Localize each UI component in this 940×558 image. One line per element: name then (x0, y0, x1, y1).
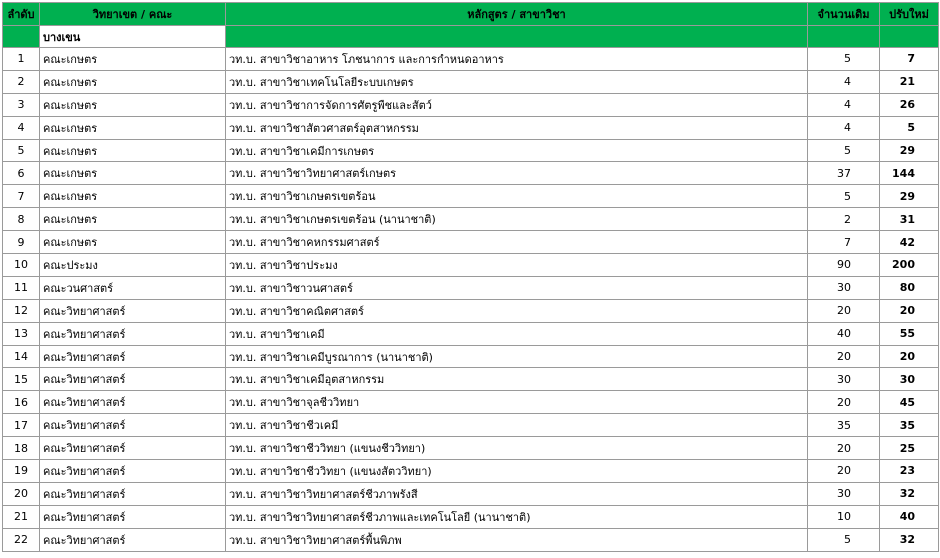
row-number: 19 (3, 460, 40, 483)
row-faculty: คณะเกษตร (40, 70, 226, 93)
row-faculty: คณะวิทยาศาสตร์ (40, 460, 226, 483)
table-row (3, 48, 939, 71)
row-original-count: 20 (808, 391, 880, 414)
row-adjusted-count: 32 (880, 528, 939, 551)
row-program: วท.บ. สาขาวิชาวิทยาศาสตร์ชีวภาพรังสี (226, 482, 808, 505)
table-row (3, 162, 939, 185)
row-number: 18 (3, 437, 40, 460)
row-original-count: 30 (808, 368, 880, 391)
table-row (3, 231, 939, 254)
quota-table (2, 2, 939, 552)
row-original-count: 20 (808, 299, 880, 322)
row-adjusted-count: 20 (880, 345, 939, 368)
row-program: วท.บ. สาขาวิชาจุลชีววิทยา (226, 391, 808, 414)
campus-fill (880, 26, 939, 48)
row-adjusted-count: 7 (880, 48, 939, 71)
row-adjusted-count: 5 (880, 116, 939, 139)
row-faculty: คณะวิทยาศาสตร์ (40, 368, 226, 391)
row-original-count: 4 (808, 70, 880, 93)
row-adjusted-count: 144 (880, 162, 939, 185)
row-number: 7 (3, 185, 40, 208)
row-faculty: คณะวนศาสตร์ (40, 276, 226, 299)
table-row (3, 460, 939, 483)
row-adjusted-count: 55 (880, 322, 939, 345)
row-faculty: คณะเกษตร (40, 48, 226, 71)
row-adjusted-count: 23 (880, 460, 939, 483)
header-adjusted: ปรับใหม่ (880, 3, 939, 26)
row-number: 3 (3, 93, 40, 116)
table-row (3, 299, 939, 322)
row-adjusted-count: 35 (880, 414, 939, 437)
row-original-count: 4 (808, 93, 880, 116)
table-row (3, 276, 939, 299)
row-original-count: 20 (808, 345, 880, 368)
table-row (3, 345, 939, 368)
header-faculty: วิทยาเขต / คณะ (40, 3, 226, 26)
table-row (3, 414, 939, 437)
row-number: 16 (3, 391, 40, 414)
row-program: วท.บ. สาขาวิชาเคมีอุตสาหกรรม (226, 368, 808, 391)
row-number: 20 (3, 482, 40, 505)
table-row (3, 322, 939, 345)
row-original-count: 4 (808, 116, 880, 139)
row-faculty: คณะวิทยาศาสตร์ (40, 391, 226, 414)
row-program: วท.บ. สาขาวิชาการจัดการศัตรูพืชและสัตว์ (226, 93, 808, 116)
row-number: 13 (3, 322, 40, 345)
row-number: 22 (3, 528, 40, 551)
row-adjusted-count: 200 (880, 254, 939, 277)
row-program: วท.บ. สาขาวิชาเกษตรเขตร้อน (นานาชาติ) (226, 208, 808, 231)
row-original-count: 37 (808, 162, 880, 185)
row-adjusted-count: 29 (880, 185, 939, 208)
row-number: 5 (3, 139, 40, 162)
row-number: 6 (3, 162, 40, 185)
row-program: วท.บ. สาขาวิชาวิทยาศาสตร์เกษตร (226, 162, 808, 185)
row-program: วท.บ. สาขาวิชาชีวเคมี (226, 414, 808, 437)
row-original-count: 30 (808, 276, 880, 299)
row-faculty: คณะวิทยาศาสตร์ (40, 414, 226, 437)
header-original: จำนวนเดิม (808, 3, 880, 26)
row-original-count: 40 (808, 322, 880, 345)
row-program: วท.บ. สาขาวิชาวิทยาศาสตร์ชีวภาพและเทคโนโลยี (นานาชาติ) (226, 505, 808, 528)
table-row (3, 437, 939, 460)
row-program: วท.บ. สาขาวิชาสัตวศาสตร์อุตสาหกรรม (226, 116, 808, 139)
row-original-count: 35 (808, 414, 880, 437)
row-adjusted-count: 29 (880, 139, 939, 162)
row-program: วท.บ. สาขาวิชาเทคโนโลยีระบบเกษตร (226, 70, 808, 93)
row-program: วท.บ. สาขาวิชาเคมีการเกษตร (226, 139, 808, 162)
row-program: วท.บ. สาขาวิชาเคมีบูรณาการ (นานาชาติ) (226, 345, 808, 368)
table-body (3, 26, 939, 552)
row-faculty: คณะวิทยาศาสตร์ (40, 437, 226, 460)
table-row (3, 482, 939, 505)
campus-fill (226, 26, 808, 48)
row-original-count: 10 (808, 505, 880, 528)
row-original-count: 7 (808, 231, 880, 254)
row-adjusted-count: 80 (880, 276, 939, 299)
campus-fill (808, 26, 880, 48)
table-row (3, 70, 939, 93)
row-adjusted-count: 26 (880, 93, 939, 116)
row-number: 10 (3, 254, 40, 277)
row-faculty: คณะวิทยาศาสตร์ (40, 528, 226, 551)
row-program: วท.บ. สาขาวิชาเคมี (226, 322, 808, 345)
table-row (3, 528, 939, 551)
campus-name: บางเขน (40, 26, 226, 48)
row-original-count: 20 (808, 437, 880, 460)
header-program: หลักสูตร / สาขาวิชา (226, 3, 808, 26)
row-faculty: คณะเกษตร (40, 231, 226, 254)
row-faculty: คณะวิทยาศาสตร์ (40, 482, 226, 505)
table-row (3, 368, 939, 391)
row-adjusted-count: 20 (880, 299, 939, 322)
campus-group-row (3, 26, 939, 48)
row-number: 15 (3, 368, 40, 391)
row-adjusted-count: 25 (880, 437, 939, 460)
row-program: วท.บ. สาขาวิชาคหกรรมศาสตร์ (226, 231, 808, 254)
row-original-count: 5 (808, 48, 880, 71)
row-faculty: คณะวิทยาศาสตร์ (40, 299, 226, 322)
row-adjusted-count: 30 (880, 368, 939, 391)
row-program: วท.บ. สาขาวิชาประมง (226, 254, 808, 277)
table-row (3, 116, 939, 139)
row-adjusted-count: 40 (880, 505, 939, 528)
row-program: วท.บ. สาขาวิชาชีววิทยา (แขนงสัตววิทยา) (226, 460, 808, 483)
row-faculty: คณะประมง (40, 254, 226, 277)
row-faculty: คณะวิทยาศาสตร์ (40, 322, 226, 345)
row-original-count: 2 (808, 208, 880, 231)
row-original-count: 5 (808, 185, 880, 208)
campus-spacer (3, 26, 40, 48)
row-number: 2 (3, 70, 40, 93)
table-row (3, 254, 939, 277)
row-program: วท.บ. สาขาวิชาอาหาร โภชนาการ และการกำหนดอาหาร (226, 48, 808, 71)
row-number: 21 (3, 505, 40, 528)
row-program: วท.บ. สาขาวิชาวิทยาศาสตร์พื้นพิภพ (226, 528, 808, 551)
table-row (3, 185, 939, 208)
row-faculty: คณะเกษตร (40, 93, 226, 116)
row-faculty: คณะเกษตร (40, 162, 226, 185)
row-original-count: 5 (808, 139, 880, 162)
row-adjusted-count: 42 (880, 231, 939, 254)
row-number: 4 (3, 116, 40, 139)
row-faculty: คณะวิทยาศาสตร์ (40, 345, 226, 368)
table-row (3, 505, 939, 528)
row-program: วท.บ. สาขาวิชาเกษตรเขตร้อน (226, 185, 808, 208)
row-number: 17 (3, 414, 40, 437)
row-program: วท.บ. สาขาวิชาวนศาสตร์ (226, 276, 808, 299)
row-faculty: คณะเกษตร (40, 139, 226, 162)
row-adjusted-count: 45 (880, 391, 939, 414)
row-number: 8 (3, 208, 40, 231)
row-number: 1 (3, 48, 40, 71)
row-program: วท.บ. สาขาวิชาชีววิทยา (แขนงชีววิทยา) (226, 437, 808, 460)
row-program: วท.บ. สาขาวิชาคณิตศาสตร์ (226, 299, 808, 322)
table-row (3, 391, 939, 414)
header-no: ลำดับ (3, 3, 40, 26)
table-row (3, 93, 939, 116)
row-faculty: คณะวิทยาศาสตร์ (40, 505, 226, 528)
row-original-count: 20 (808, 460, 880, 483)
row-faculty: คณะเกษตร (40, 185, 226, 208)
row-original-count: 5 (808, 528, 880, 551)
table-header (3, 3, 939, 26)
row-number: 12 (3, 299, 40, 322)
row-adjusted-count: 31 (880, 208, 939, 231)
row-number: 14 (3, 345, 40, 368)
table-row (3, 139, 939, 162)
row-original-count: 30 (808, 482, 880, 505)
row-original-count: 90 (808, 254, 880, 277)
row-adjusted-count: 32 (880, 482, 939, 505)
row-number: 11 (3, 276, 40, 299)
row-adjusted-count: 21 (880, 70, 939, 93)
row-faculty: คณะเกษตร (40, 208, 226, 231)
row-faculty: คณะเกษตร (40, 116, 226, 139)
row-number: 9 (3, 231, 40, 254)
table-row (3, 208, 939, 231)
